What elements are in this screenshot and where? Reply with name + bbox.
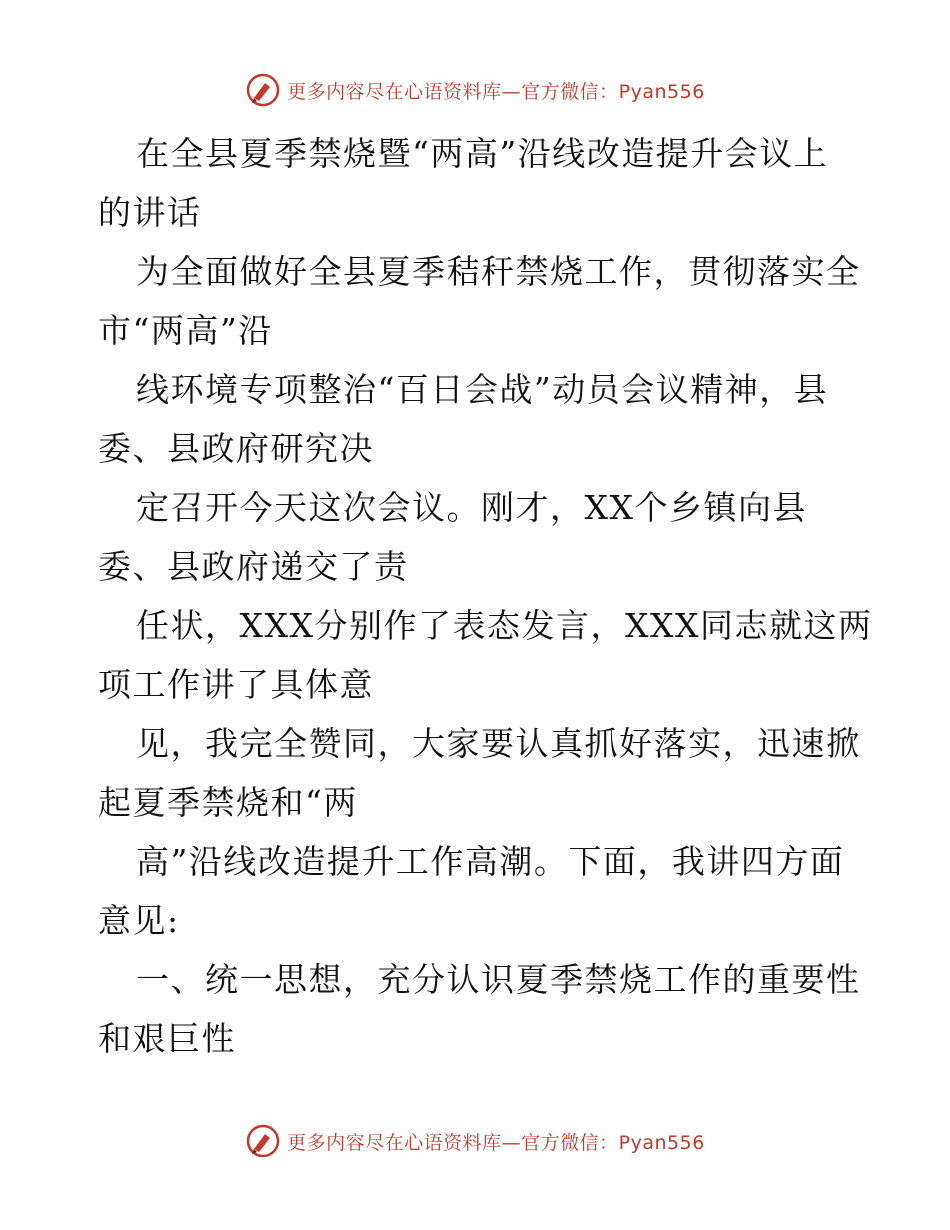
text-line: 委、县政府递交了责 xyxy=(98,547,409,586)
watermark-text: 更多内容尽在心语资料库—官方微信：Pyan556 xyxy=(287,1131,705,1154)
text-line: 市“两高”沿 xyxy=(98,311,273,350)
text-line: 的讲话 xyxy=(98,193,202,232)
pen-logo-icon xyxy=(245,1123,281,1159)
text-line: 任状，XXX分别作了表态发言，XXX同志就这两 xyxy=(136,606,873,645)
text-line: 起夏季禁烧和“两 xyxy=(98,783,358,822)
text-line: 意见: xyxy=(98,901,180,940)
text-line: 项工作讲了具体意 xyxy=(98,665,374,704)
text-line: 见，我完全赞同，大家要认真抓好落实，迅速掀 xyxy=(136,724,861,763)
watermark-text: 更多内容尽在心语资料库—官方微信：Pyan556 xyxy=(287,80,705,103)
header-watermark xyxy=(0,72,950,108)
text-line: 一、统一思想，充分认识夏季禁烧工作的重要性 xyxy=(136,960,861,999)
pen-logo-icon xyxy=(245,72,281,108)
text-line: 高”沿线改造提升工作高潮。下面，我讲四方面 xyxy=(136,842,845,881)
text-line: 委、县政府研究决 xyxy=(98,429,374,468)
text-line: 为全面做好全县夏季秸秆禁烧工作，贯彻落实全 xyxy=(136,252,861,291)
text-line: 线环境专项整治“百日会战”动员会议精神，县 xyxy=(136,370,829,409)
text-line: 在全县夏季禁烧暨“两高”沿线改造提升会议上 xyxy=(136,134,829,173)
footer-watermark xyxy=(0,1123,950,1159)
document-body xyxy=(98,124,873,1068)
text-line: 和艰巨性 xyxy=(98,1019,236,1058)
text-line: 定召开今天这次会议。刚才，XX个乡镇向县 xyxy=(136,488,807,527)
